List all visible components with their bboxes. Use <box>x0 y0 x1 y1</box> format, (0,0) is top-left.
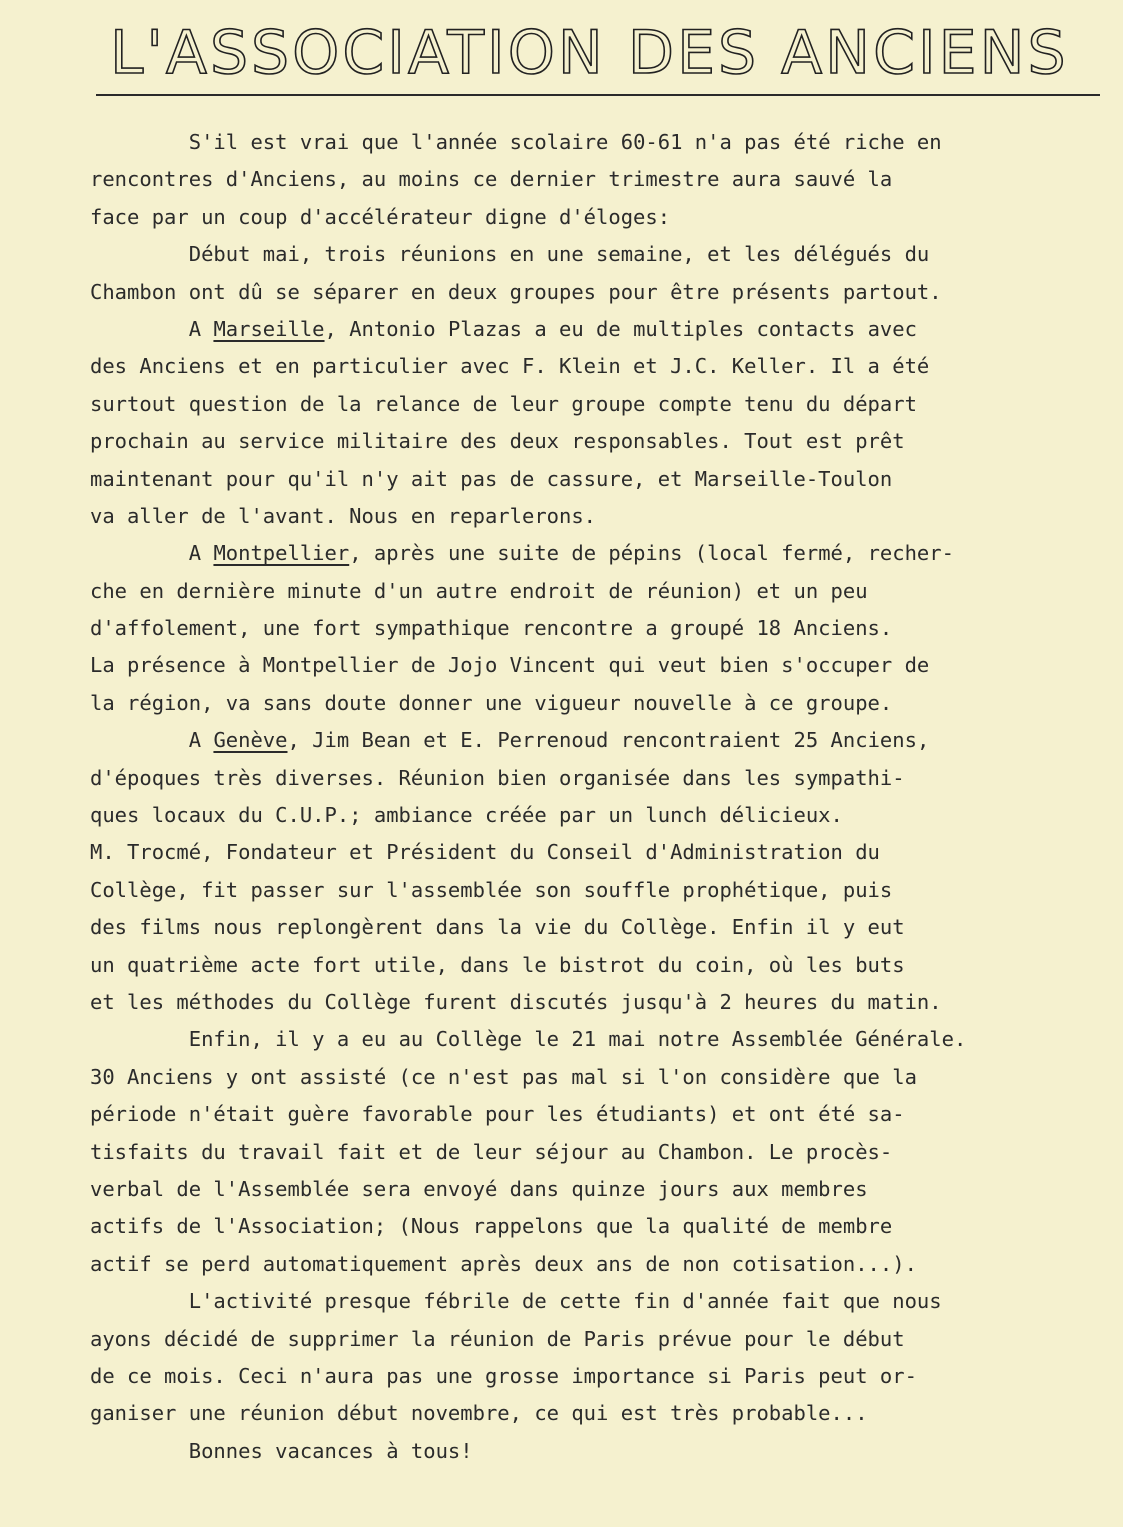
line-text: S'il est vrai que l'année scolaire 60-61 n'a pas été riche en <box>188 130 942 154</box>
text-line <box>90 1321 1105 1358</box>
line-text: Collège, fit passer sur l'assemblée son souffle prophétique, puis <box>90 877 893 902</box>
line-text: prochain au service militaire des deux responsables. Tout est prêt <box>90 429 905 454</box>
text-line <box>90 236 1105 273</box>
indent <box>90 130 189 154</box>
text-line <box>90 199 1105 236</box>
text-line <box>90 1395 1105 1432</box>
indent <box>90 1439 189 1463</box>
text-line <box>90 1283 1105 1320</box>
line-text: Enfin, il y a eu au Collège le 21 mai notre Assemblée Générale. <box>188 1027 967 1052</box>
text-line <box>90 1246 1105 1283</box>
line-text: tisfaits du travail fait et de leur séjour au Chambon. Le procès- <box>90 1139 893 1164</box>
underlined-place-name: Montpellier <box>213 541 350 566</box>
line-text: de ce mois. Ceci n'aura pas une grosse importance si Paris peut or- <box>90 1363 917 1388</box>
line-text: M. Trocmé, Fondateur et Président du Conseil d'Administration du <box>90 840 880 865</box>
text-line <box>90 947 1105 984</box>
text-line <box>90 797 1105 834</box>
line-text: Bonnes vacances à tous! <box>188 1438 473 1463</box>
line-text: , après une suite de pépins (local fermé, recher- <box>349 541 954 566</box>
line-text: va aller de l'avant. Nous en reparlerons. <box>90 503 597 528</box>
text-line <box>90 1171 1105 1208</box>
document-title: L'ASSOCIATION DES ANCIENS <box>110 18 1069 88</box>
title-underline <box>96 94 1100 96</box>
text-line <box>90 386 1105 423</box>
text-line <box>90 834 1105 871</box>
text-line <box>90 535 1105 572</box>
line-text: ayons décidé de supprimer la réunion de Paris prévue pour le début <box>90 1326 905 1351</box>
underlined-place-name: Marseille <box>213 316 325 341</box>
text-line <box>90 984 1105 1021</box>
line-prefix: A <box>188 541 214 566</box>
text-line <box>90 872 1105 909</box>
document-body <box>90 124 1105 1470</box>
line-text: ganiser une réunion début novembre, ce qui est très probable... <box>90 1401 868 1426</box>
text-line <box>90 1208 1105 1245</box>
line-text: Chambon ont dû se séparer en deux groupes pour être présents partout. <box>90 279 942 304</box>
line-text: Début mai, trois réunions en une semaine, et les délégués du <box>188 242 930 267</box>
line-prefix: A <box>188 316 214 341</box>
line-text: rencontres d'Anciens, au moins ce dernier trimestre aura sauvé la <box>90 167 893 192</box>
text-line <box>90 647 1105 684</box>
line-text: verbal de l'Assemblée sera envoyé dans quinze jours aux membres <box>90 1176 868 1201</box>
line-text: La présence à Montpellier de Jojo Vincent qui veut bien s'occuper de <box>90 653 930 678</box>
text-line <box>90 1134 1105 1171</box>
text-line <box>90 1433 1105 1470</box>
text-line <box>90 1096 1105 1133</box>
indent <box>90 728 189 752</box>
line-text: actif se perd automatiquement après deux ans de non cotisation...). <box>90 1251 917 1276</box>
indent <box>90 1289 189 1313</box>
line-text: et les méthodes du Collège furent discutés jusqu'à 2 heures du matin. <box>90 989 942 1014</box>
text-line <box>90 1021 1105 1058</box>
line-text: che en dernière minute d'un autre endroit de réunion) et un peu <box>90 578 868 603</box>
text-line <box>90 498 1105 535</box>
line-text: , Antonio Plazas a eu de multiples contacts avec <box>324 316 917 341</box>
line-text: , Jim Bean et E. Perrenoud rencontraient 25 Anciens, <box>287 728 930 753</box>
text-line <box>90 685 1105 722</box>
underlined-place-name: Genève <box>213 728 288 753</box>
text-line <box>90 161 1105 198</box>
text-line <box>90 909 1105 946</box>
line-text: des films nous replongèrent dans la vie du Collège. Enfin il y eut <box>90 915 905 940</box>
text-line <box>90 124 1105 161</box>
text-line <box>90 274 1105 311</box>
line-text: des Anciens et en particulier avec F. Klein et J.C. Keller. Il a été <box>90 354 930 379</box>
indent <box>90 242 189 266</box>
line-text: un quatrième acte fort utile, dans le bistrot du coin, où les buts <box>90 952 905 977</box>
line-text: maintenant pour qu'il n'y ait pas de cassure, et Marseille-Toulon <box>90 466 893 491</box>
text-line <box>90 311 1105 348</box>
text-line <box>90 722 1105 759</box>
text-line <box>90 423 1105 460</box>
line-text: L'activité presque fébrile de cette fin d'année fait que nous <box>188 1289 942 1314</box>
text-line <box>90 461 1105 498</box>
line-prefix: A <box>188 728 214 753</box>
text-line <box>90 610 1105 647</box>
line-text: d'affolement, une fort sympathique rencontre a groupé 18 Anciens. <box>90 616 893 641</box>
line-text: période n'était guère favorable pour les étudiants) et ont été sa- <box>90 1102 905 1127</box>
line-text: la région, va sans doute donner une vigueur nouvelle à ce groupe. <box>90 690 893 715</box>
text-line <box>90 348 1105 385</box>
text-line <box>90 573 1105 610</box>
line-text: surtout question de la relance de leur groupe compte tenu du départ <box>90 391 917 416</box>
indent <box>90 1027 189 1051</box>
text-line <box>90 1059 1105 1096</box>
line-text: face par un coup d'accélérateur digne d'éloges: <box>90 204 671 229</box>
line-text: ques locaux du C.U.P.; ambiance créée par un lunch délicieux. <box>90 803 843 828</box>
line-text: 30 Anciens y ont assisté (ce n'est pas mal si l'on considère que la <box>90 1064 917 1089</box>
indent <box>90 317 189 341</box>
text-line <box>90 1358 1105 1395</box>
line-text: actifs de l'Association; (Nous rappelons que la qualité de membre <box>90 1214 893 1239</box>
text-line <box>90 760 1105 797</box>
indent <box>90 541 189 565</box>
line-text: d'époques très diverses. Réunion bien organisée dans les sympathi- <box>90 765 905 790</box>
